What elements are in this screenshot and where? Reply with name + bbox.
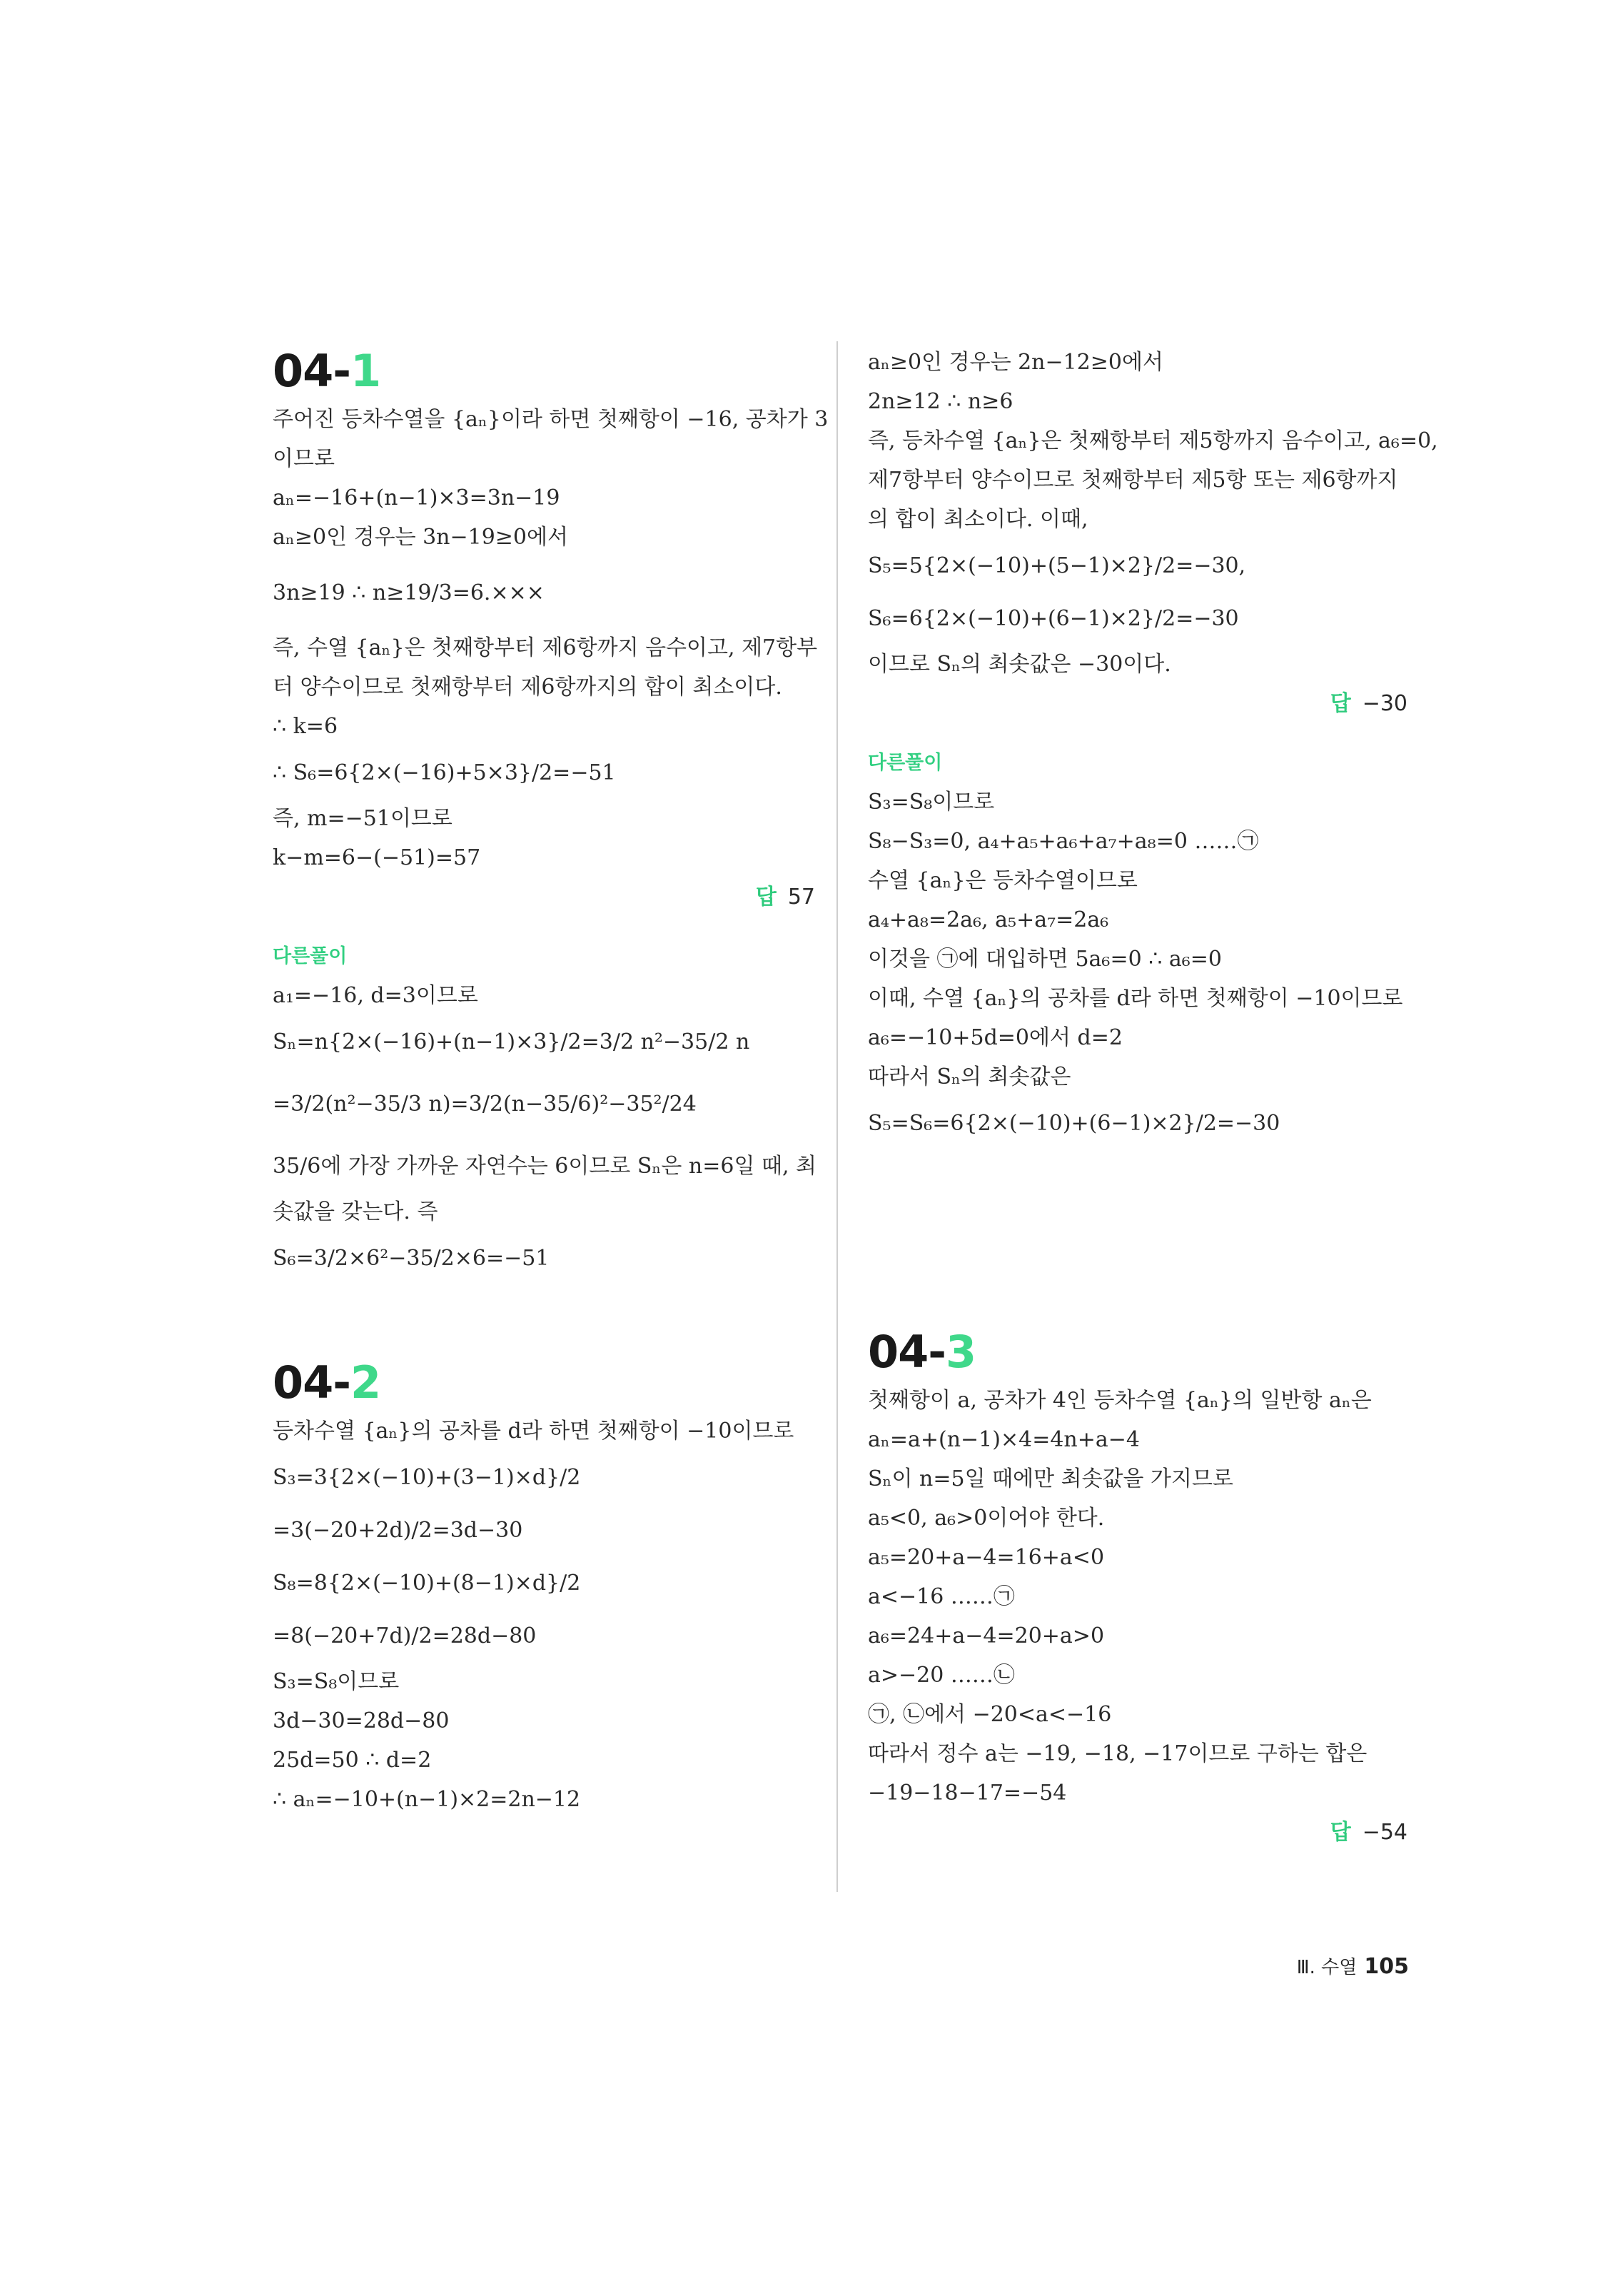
- answer: 답 −30: [1330, 691, 1407, 716]
- text-line: 35/6에 가장 가까운 자연수는 6이므로 Sₙ은 n=6일 때, 최: [273, 1153, 817, 1179]
- equation-line: −19−18−17=−54: [868, 1781, 1067, 1806]
- answer: 답 −54: [1330, 1820, 1407, 1845]
- text-line: 따라서 정수 a는 −19, −18, −17이므로 구하는 합은: [868, 1741, 1367, 1766]
- equation-line: aₙ=a+(n−1)×4=4n+a−4: [868, 1427, 1140, 1452]
- equation-line: S₃=S₈이므로: [868, 790, 995, 815]
- equation-line: 2n≥12 ∴ n≥6: [868, 389, 1013, 414]
- equation-line: =3/2(n²−35/3 n)=3/2(n−35/6)²−35²/24: [273, 1091, 697, 1117]
- text-line: 즉, 등차수열 {aₙ}은 첫째항부터 제5항까지 음수이고, a₆=0,: [868, 428, 1438, 453]
- equation-line: ∴ aₙ=−10+(n−1)×2=2n−12: [273, 1787, 581, 1812]
- equation-line: a>−20 ……㉡: [868, 1663, 1015, 1688]
- equation-line: ∴ S₆=6{2×(−16)+5×3}/2=−51: [273, 760, 616, 785]
- text-line: 주어진 등차수열을 {aₙ}이라 하면 첫째항이 −16, 공차가 3: [273, 407, 829, 432]
- equation-line: S₅=5{2×(−10)+(5−1)×2}/2=−30,: [868, 553, 1246, 578]
- equation-line: S₆=3/2×6²−35/2×6=−51: [273, 1245, 550, 1271]
- text-line: 등차수열 {aₙ}의 공차를 d라 하면 첫째항이 −10이므로: [273, 1419, 794, 1444]
- text-line: aₙ≥0인 경우는 3n−19≥0에서: [273, 525, 568, 550]
- alt-solution-label: 다른풀이: [868, 752, 943, 774]
- text-line: 의 합이 최소이다. 이때,: [868, 507, 1088, 532]
- text-line: 따라서 Sₙ의 최솟값은: [868, 1064, 1071, 1089]
- equation-line: 3d−30=28d−80: [273, 1708, 450, 1733]
- text-line: 즉, 수열 {aₙ}은 첫째항부터 제6항까지 음수이고, 제7항부: [273, 635, 818, 660]
- equation-line: 3n≥19 ∴ n≥19/3=6.×××: [273, 580, 545, 605]
- equation-line: k−m=6−(−51)=57: [273, 845, 481, 870]
- text-line: 제7항부터 양수이므로 첫째항부터 제5항 또는 제6항까지: [868, 468, 1398, 493]
- problem-heading: 04-2: [273, 1356, 381, 1409]
- equation-line: aₙ≥0인 경우는 2n−12≥0에서: [868, 350, 1163, 375]
- section-label: Ⅲ. 수열: [1296, 1957, 1357, 1978]
- equation-line: S₅=S₆=6{2×(−10)+(6−1)×2}/2=−30: [868, 1110, 1280, 1136]
- equation-line: =3(−20+2d)/2=3d−30: [273, 1517, 523, 1543]
- answer: 답 57: [755, 885, 815, 910]
- left-column: [273, 343, 829, 1819]
- equation-line: aₙ=−16+(n−1)×3=3n−19: [273, 485, 560, 510]
- text-line: 즉, m=−51이므로: [273, 806, 452, 831]
- equation-line: Sₙ=n{2×(−16)+(n−1)×3}/2=3/2 n²−35/2 n: [273, 1029, 750, 1054]
- text-line: 터 양수이므로 첫째항부터 제6항까지의 합이 최소이다.: [273, 675, 782, 700]
- equation-line: a₄+a₈=2a₆, a₅+a₇=2a₆: [868, 907, 1109, 932]
- alt-solution-label: 다른풀이: [273, 945, 348, 967]
- text-line: a₅<0, a₆>0이어야 한다.: [868, 1506, 1105, 1531]
- text-line: Sₙ이 n=5일 때에만 최솟값을 가지므로: [868, 1466, 1233, 1491]
- equation-line: a₅=20+a−4=16+a<0: [868, 1545, 1105, 1570]
- text-line: 이때, 수열 {aₙ}의 공차를 d라 하면 첫째항이 −10이므로: [868, 986, 1403, 1011]
- problem-heading: 04-3: [868, 1326, 976, 1378]
- text-line: 첫째항이 a, 공차가 4인 등차수열 {aₙ}의 일반항 aₙ은: [868, 1388, 1372, 1413]
- equation-line: a₆=−10+5d=0에서 d=2: [868, 1025, 1123, 1050]
- equation-line: a₆=24+a−4=20+a>0: [868, 1623, 1105, 1648]
- right-column: [868, 343, 1438, 1852]
- text-line: 이므로 Sₙ의 최솟값은 −30이다.: [868, 652, 1171, 677]
- text-line: 이것을 ㉠에 대입하면 5a₆=0 ∴ a₆=0: [868, 947, 1222, 972]
- text-line: S₃=S₈이므로: [273, 1669, 400, 1694]
- equation-line: S₆=6{2×(−10)+(6−1)×2}/2=−30: [868, 605, 1239, 631]
- problem-heading: 04-1: [273, 345, 381, 397]
- equation-line: 25d=50 ∴ d=2: [273, 1748, 432, 1773]
- page-number: 105: [1364, 1954, 1409, 1979]
- equation-line: =8(−20+7d)/2=28d−80: [273, 1623, 537, 1648]
- page-footer: [1297, 1953, 1409, 1979]
- text-line: 수열 {aₙ}은 등차수열이므로: [868, 868, 1138, 893]
- equation-line: S₈−S₃=0, a₄+a₅+a₆+a₇+a₈=0 ……㉠: [868, 829, 1259, 854]
- column-divider: [836, 341, 838, 1892]
- equation-line: ㉠, ㉡에서 −20<a<−16: [868, 1702, 1112, 1727]
- equation-line: a₁=−16, d=3이므로: [273, 983, 478, 1008]
- text-line: 이므로: [273, 446, 335, 471]
- equation-line: ∴ k=6: [273, 714, 338, 739]
- equation-line: S₈=8{2×(−10)+(8−1)×d}/2: [273, 1570, 581, 1596]
- text-line: 솟값을 갖는다. 즉: [273, 1199, 438, 1224]
- equation-line: S₃=3{2×(−10)+(3−1)×d}/2: [273, 1464, 581, 1490]
- equation-line: a<−16 ……㉠: [868, 1584, 1015, 1609]
